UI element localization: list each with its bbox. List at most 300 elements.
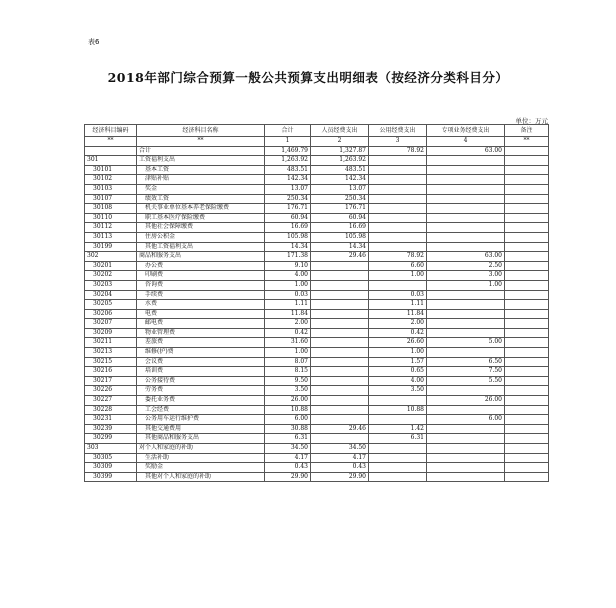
table-row [85,184,549,194]
row-special: 5.50 [427,376,505,386]
row-code: 30201 [85,261,137,271]
row-special: 6.00 [427,415,505,425]
row-public: 0.03 [369,290,427,300]
table-row [85,300,549,310]
row-personnel [311,415,369,425]
row-code: 30305 [85,453,137,463]
row-total: 176.71 [265,204,311,214]
row-personnel: 29.90 [311,472,369,482]
row-code: 30204 [85,290,137,300]
row-code: 30206 [85,309,137,319]
index-cell: ** [505,137,549,147]
index-cell: ** [137,137,265,147]
table-row [85,472,549,482]
document-title: 2018年部门综合预算一般公共预算支出明细表（按经济分类科目分） [107,70,509,85]
row-public: 1.00 [369,271,427,281]
row-total: 10.88 [265,405,311,415]
row-personnel: 14.34 [311,242,369,252]
row-code: 30108 [85,204,137,214]
row-total: 8.07 [265,357,311,367]
row-note [505,453,549,463]
row-public [369,463,427,473]
row-code: 30113 [85,232,137,242]
row-note [505,252,549,262]
row-code: 30215 [85,357,137,367]
row-note [505,280,549,290]
header-personnel: 人员经费支出 [311,125,369,137]
header-total: 合计 [265,125,311,137]
row-total: 6.31 [265,434,311,444]
row-name: 绩效工资 [137,194,265,204]
row-public: 1.11 [369,300,427,310]
row-code: 30217 [85,376,137,386]
table-row [85,261,549,271]
row-special [427,242,505,252]
row-special: 5.00 [427,338,505,348]
table-row [85,463,549,473]
row-note [505,309,549,319]
row-public: 4.00 [369,376,427,386]
row-note [505,300,549,310]
table-row [85,434,549,444]
index-cell: 1 [265,137,311,147]
row-note [505,213,549,223]
table-row [85,232,549,242]
table-row [85,252,549,262]
row-name: 其他商品和服务支出 [137,434,265,444]
row-name: 物业管理费 [137,328,265,338]
index-cell: 4 [427,137,505,147]
row-special: 63.00 [427,252,505,262]
row-name: 其他交通费用 [137,424,265,434]
row-name: 住房公积金 [137,232,265,242]
table-row [85,376,549,386]
row-name: 维修(护)费 [137,348,265,358]
row-note [505,290,549,300]
row-note [505,424,549,434]
row-code [85,146,137,156]
header-note: 备注 [505,125,549,137]
row-total: 16.69 [265,223,311,233]
row-total: 31.60 [265,338,311,348]
table-row [85,280,549,290]
row-total: 8.15 [265,367,311,377]
row-name: 劳务费 [137,386,265,396]
row-code: 30205 [85,300,137,310]
row-code: 303 [85,444,137,454]
table-row [85,328,549,338]
row-name: 工会经费 [137,405,265,415]
row-name: 手续费 [137,290,265,300]
table-row [85,204,549,214]
row-public [369,232,427,242]
row-personnel [311,309,369,319]
row-personnel: 0.43 [311,463,369,473]
table-row [85,309,549,319]
table-row [85,165,549,175]
row-special [427,386,505,396]
row-personnel: 29.46 [311,424,369,434]
row-note [505,405,549,415]
header-row [85,125,549,137]
row-total: 9.50 [265,376,311,386]
row-special: 2.50 [427,261,505,271]
table-row [85,213,549,223]
index-cell: 2 [311,137,369,147]
row-note [505,184,549,194]
row-note [505,357,549,367]
row-total: 105.98 [265,232,311,242]
row-note [505,338,549,348]
row-name: 培训费 [137,367,265,377]
row-total: 13.07 [265,184,311,194]
row-personnel: 29.46 [311,252,369,262]
row-public [369,213,427,223]
table-row [85,396,549,406]
row-personnel [311,338,369,348]
row-name: 商品和服务支出 [137,252,265,262]
row-special: 3.00 [427,271,505,281]
row-code: 30103 [85,184,137,194]
row-code: 30110 [85,213,137,223]
row-personnel: 483.51 [311,165,369,175]
row-public [369,396,427,406]
table-row [85,242,549,252]
row-code: 30231 [85,415,137,425]
row-personnel [311,357,369,367]
row-name: 其他社会保障缴费 [137,223,265,233]
row-personnel [311,396,369,406]
row-name: 合计 [137,146,265,156]
row-public: 6.31 [369,434,427,444]
row-public [369,415,427,425]
row-code: 30199 [85,242,137,252]
row-note [505,146,549,156]
row-code: 302 [85,252,137,262]
row-special [427,463,505,473]
row-special [427,453,505,463]
row-special [427,223,505,233]
row-special [427,405,505,415]
row-total: 483.51 [265,165,311,175]
row-name: 水费 [137,300,265,310]
table-row [85,405,549,415]
row-name: 印刷费 [137,271,265,281]
row-total: 26.00 [265,396,311,406]
table-row [85,367,549,377]
row-name: 职工基本医疗保险缴费 [137,213,265,223]
row-special [427,319,505,329]
row-note [505,175,549,185]
row-total: 0.03 [265,290,311,300]
row-special: 63.00 [427,146,505,156]
row-personnel: 105.98 [311,232,369,242]
row-code: 30112 [85,223,137,233]
table-row [85,223,549,233]
row-note [505,328,549,338]
row-name: 对个人和家庭的补助 [137,444,265,454]
row-code: 30228 [85,405,137,415]
row-public: 78.92 [369,252,427,262]
row-public [369,156,427,166]
row-personnel [311,319,369,329]
row-note [505,434,549,444]
table-row [85,386,549,396]
row-special [427,204,505,214]
table-row [85,453,549,463]
row-special [427,290,505,300]
row-name: 委托业务费 [137,396,265,406]
row-note [505,242,549,252]
row-code: 30239 [85,424,137,434]
row-special [427,165,505,175]
table-row [85,146,549,156]
row-public: 11.84 [369,309,427,319]
row-personnel [311,405,369,415]
row-personnel: 16.69 [311,223,369,233]
row-total: 14.34 [265,242,311,252]
row-name: 电费 [137,309,265,319]
row-code: 30102 [85,175,137,185]
table-row [85,175,549,185]
row-special [427,213,505,223]
table-row [85,444,549,454]
row-code: 30309 [85,463,137,473]
row-special: 7.50 [427,367,505,377]
row-special [427,434,505,444]
row-note [505,194,549,204]
row-personnel: 1,263.92 [311,156,369,166]
row-public [369,472,427,482]
row-name: 基本工资 [137,165,265,175]
row-note [505,261,549,271]
row-name: 差旅费 [137,338,265,348]
row-public [369,204,427,214]
row-name: 公务用车运行维护费 [137,415,265,425]
row-special: 6.50 [427,357,505,367]
row-code: 30399 [85,472,137,482]
row-total: 34.50 [265,444,311,454]
row-code: 301 [85,156,137,166]
row-personnel: 142.34 [311,175,369,185]
table-row [85,290,549,300]
row-name: 奖励金 [137,463,265,473]
row-code: 30211 [85,338,137,348]
row-note [505,376,549,386]
row-total: 1.11 [265,300,311,310]
table-row [85,424,549,434]
row-public [369,165,427,175]
row-personnel: 13.07 [311,184,369,194]
row-note [505,223,549,233]
row-note [505,319,549,329]
row-special [427,184,505,194]
expenditure-table [84,124,549,482]
row-code: 30216 [85,367,137,377]
row-name: 办公费 [137,261,265,271]
row-special [427,348,505,358]
row-public [369,194,427,204]
row-special [427,194,505,204]
row-total: 30.88 [265,424,311,434]
row-total: 60.94 [265,213,311,223]
row-personnel [311,328,369,338]
row-name: 奖金 [137,184,265,194]
row-note [505,463,549,473]
table-number: 表6 [88,38,100,46]
row-total: 6.00 [265,415,311,425]
index-cell: 3 [369,137,427,147]
row-code: 30207 [85,319,137,329]
row-code: 30209 [85,328,137,338]
row-public: 0.42 [369,328,427,338]
row-public [369,453,427,463]
row-public: 1.42 [369,424,427,434]
row-code: 30226 [85,386,137,396]
row-name: 生活补助 [137,453,265,463]
row-total: 250.34 [265,194,311,204]
row-special [427,328,505,338]
row-code: 30202 [85,271,137,281]
row-note [505,348,549,358]
row-code: 30227 [85,396,137,406]
table-row [85,194,549,204]
header-public: 公用经费支出 [369,125,427,137]
row-note [505,386,549,396]
row-personnel [311,434,369,444]
row-personnel [311,280,369,290]
row-personnel [311,376,369,386]
row-personnel [311,300,369,310]
row-code: 30203 [85,280,137,290]
row-note [505,472,549,482]
row-special: 26.00 [427,396,505,406]
row-total: 4.00 [265,271,311,281]
row-name: 机关事业单位基本养老保险缴费 [137,204,265,214]
row-public [369,280,427,290]
row-special [427,444,505,454]
table-row [85,357,549,367]
row-special [427,156,505,166]
index-cell: ** [85,137,137,147]
row-total: 1.00 [265,348,311,358]
table-row [85,156,549,166]
row-personnel [311,348,369,358]
table-body [85,146,549,482]
row-public: 3.50 [369,386,427,396]
table-row [85,319,549,329]
row-personnel [311,271,369,281]
row-public [369,175,427,185]
row-total: 29.90 [265,472,311,482]
row-personnel [311,261,369,271]
row-total: 1,263.92 [265,156,311,166]
row-public [369,444,427,454]
row-public: 10.88 [369,405,427,415]
row-special [427,472,505,482]
row-note [505,232,549,242]
row-total: 4.17 [265,453,311,463]
row-code: 30299 [85,434,137,444]
row-total: 1,469.79 [265,146,311,156]
row-special [427,175,505,185]
table-row [85,271,549,281]
row-special: 1.00 [427,280,505,290]
row-personnel [311,290,369,300]
row-personnel: 1,327.87 [311,146,369,156]
header-special: 专项业务经费支出 [427,125,505,137]
row-total: 2.00 [265,319,311,329]
row-special [427,232,505,242]
row-public: 6.60 [369,261,427,271]
row-total: 171.38 [265,252,311,262]
row-personnel [311,367,369,377]
row-note [505,444,549,454]
row-total: 9.10 [265,261,311,271]
row-public: 1.00 [369,348,427,358]
row-name: 公务接待费 [137,376,265,386]
row-special [427,300,505,310]
row-personnel: 250.34 [311,194,369,204]
row-public: 78.92 [369,146,427,156]
row-code: 30213 [85,348,137,358]
row-total: 0.43 [265,463,311,473]
header-name: 经济科目名称 [137,125,265,137]
row-name: 咨询费 [137,280,265,290]
unit-label: 单位：万元 [515,117,548,125]
row-personnel: 176.71 [311,204,369,214]
row-name: 邮电费 [137,319,265,329]
row-note [505,165,549,175]
row-code: 30101 [85,165,137,175]
index-row [85,137,549,147]
row-note [505,156,549,166]
row-note [505,271,549,281]
row-note [505,396,549,406]
row-total: 3.50 [265,386,311,396]
row-personnel: 34.50 [311,444,369,454]
row-note [505,415,549,425]
header-code: 经济科目编码 [85,125,137,137]
table-row [85,415,549,425]
row-public: 1.57 [369,357,427,367]
row-code: 30107 [85,194,137,204]
table-row [85,338,549,348]
row-name: 工资福利支出 [137,156,265,166]
row-note [505,204,549,214]
table-row [85,348,549,358]
row-public: 26.60 [369,338,427,348]
row-special [427,309,505,319]
row-total: 0.42 [265,328,311,338]
row-name: 会议费 [137,357,265,367]
row-name: 津贴补贴 [137,175,265,185]
row-public: 2.00 [369,319,427,329]
row-public [369,223,427,233]
row-personnel [311,386,369,396]
row-name: 其他对个人和家庭的补助 [137,472,265,482]
row-name: 其他工资福利支出 [137,242,265,252]
row-public [369,242,427,252]
row-public [369,184,427,194]
row-special [427,424,505,434]
row-personnel: 60.94 [311,213,369,223]
row-personnel: 4.17 [311,453,369,463]
row-total: 11.84 [265,309,311,319]
row-total: 1.00 [265,280,311,290]
row-public: 0.65 [369,367,427,377]
row-total: 142.34 [265,175,311,185]
